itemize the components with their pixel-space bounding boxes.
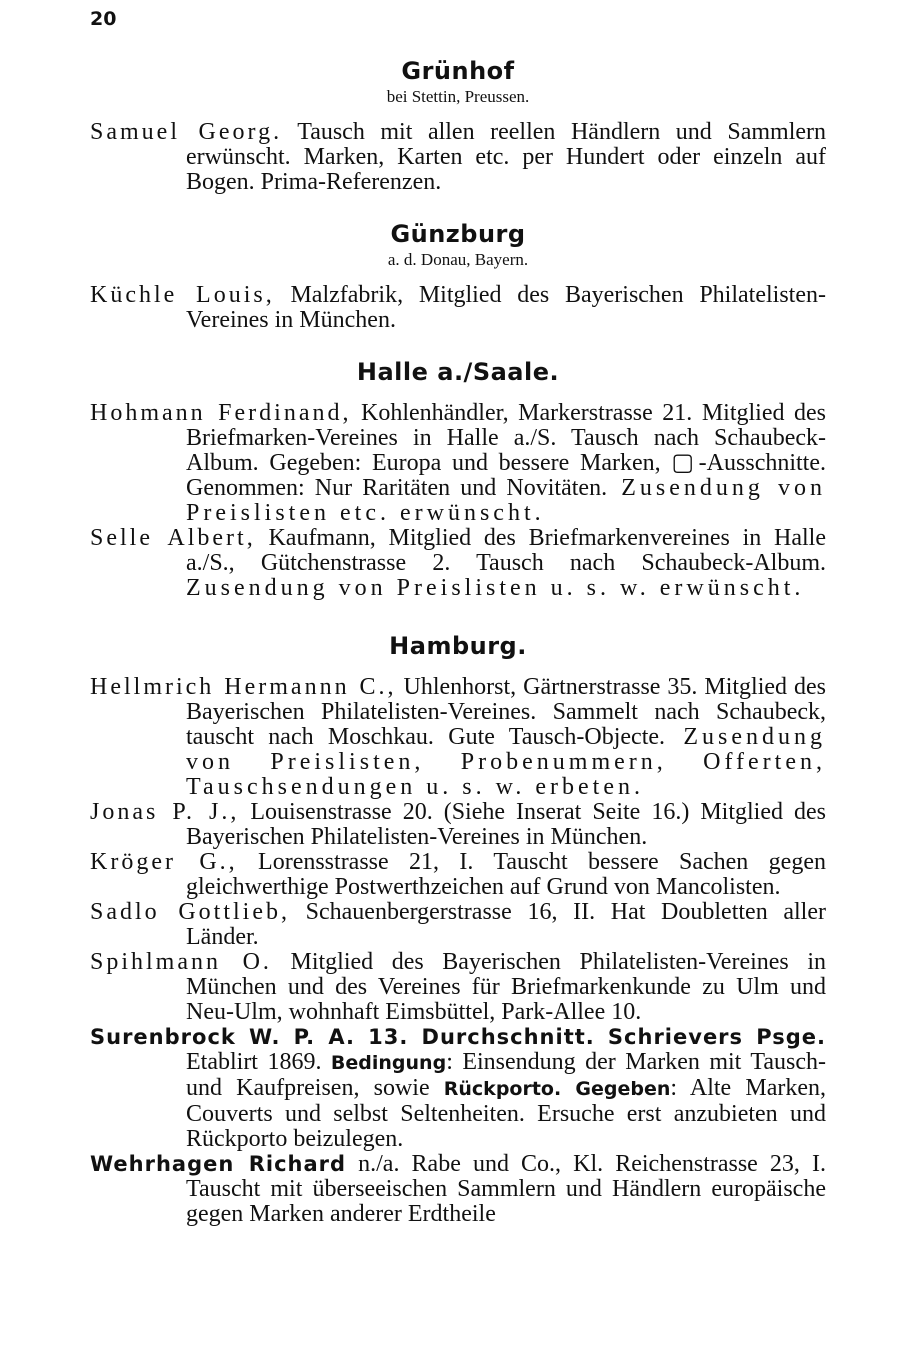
entry-bold-word: Bedingung bbox=[330, 1052, 447, 1074]
city-heading-guenzburg: Günzburg bbox=[390, 220, 526, 248]
city-subheading-guenzburg: a. d. Donau, Bayern. bbox=[387, 250, 529, 269]
directory-entry bbox=[90, 900, 826, 950]
entry-name: Selle Albert, bbox=[90, 525, 256, 551]
entry-spaced-text: Zusendung von Preislisten u. s. w. erwünscht. bbox=[186, 575, 805, 601]
directory-page bbox=[90, 56, 826, 1227]
directory-entry bbox=[90, 950, 826, 1025]
entry-name: Jonas P. J., bbox=[90, 799, 240, 825]
directory-entry bbox=[90, 401, 826, 526]
entry-bold-name: Wehrhagen Richard bbox=[90, 1152, 347, 1176]
entry-bold-name: Surenbrock W. P. A. 13. Durchschnitt. Schrievers Psge. bbox=[90, 1025, 826, 1049]
directory-entry bbox=[90, 120, 826, 195]
entry-text: : Einsendung der Marken mit Tausch- und Kaufpreisen, sowie bbox=[186, 1049, 826, 1101]
directory-entry-advertisement bbox=[90, 1025, 826, 1152]
entry-text: Kohlenhändler, Markerstrasse 21. Mitglied des Briefmarken-Vereines in Halle a./S. Tausch nach Schaubeck-Album. Gegeben: Europa und bessere Marken, ▢-Ausschnitte. Genommen: Nur Raritäten und Novitäten. bbox=[186, 400, 826, 501]
entry-text bbox=[561, 1075, 575, 1101]
entry-name: Spihlmann O. bbox=[90, 949, 272, 975]
entry-text: n./a. Rabe und Co., Kl. Reichenstrasse 23, I. Tauscht mit überseeischen Sammlern und Händlern europäische gegen Marken anderer Erdtheile bbox=[186, 1151, 827, 1227]
entry-name: Hohmann Ferdinand, bbox=[90, 400, 352, 426]
page-number: 20 bbox=[90, 8, 117, 30]
entry-text: Louisenstrasse 20. (Siehe Inserat Seite 16.) Mitglied des Bayerischen Philatelisten-Vereines in München. bbox=[186, 799, 826, 850]
entry-text: Kaufmann, Mitglied des Briefmarkenvereines in Halle a./S., Gütchenstrasse 2. Tausch nach Schaubeck-Album. bbox=[186, 525, 826, 576]
entry-text: Mitglied des Bayerischen Philatelisten-Vereines in München und des Vereines für Briefmarkenkunde zu Ulm und Neu-Ulm, wohnhaft Eimsbüttel, Park-Allee 10. bbox=[186, 949, 827, 1025]
directory-entry bbox=[90, 675, 826, 800]
directory-entry bbox=[90, 526, 826, 601]
directory-entry bbox=[90, 850, 826, 900]
entry-spaced-text: Zusendung von Preislisten, Probenummern, Offerten, Tauschsendungen u. s. w. erbeten. bbox=[186, 724, 827, 800]
entry-text: Malzfabrik, Mitglied des Bayerischen Philatelisten-Vereines in München. bbox=[186, 282, 826, 333]
entry-name: Küchle Louis, bbox=[90, 282, 275, 308]
entry-text: Schauenbergerstrasse 16, II. Hat Doubletten aller Länder. bbox=[186, 899, 826, 950]
entry-name: Kröger G., bbox=[90, 849, 238, 875]
directory-entry-advertisement bbox=[90, 1152, 826, 1227]
city-subheading-gruenhof: bei Stettin, Preussen. bbox=[386, 87, 530, 106]
entry-text: Tausch mit allen reellen Händlern und Sammlern erwünscht. Marken, Karten etc. per Hundert oder einzeln auf Bogen. Prima-Referenzen. bbox=[186, 119, 827, 195]
city-heading-halle: Halle a./Saale. bbox=[356, 358, 560, 386]
directory-entry bbox=[90, 800, 826, 850]
entry-text: Etablirt 1869. bbox=[186, 1049, 331, 1075]
entry-bold-word: Gegeben bbox=[575, 1078, 671, 1100]
entry-name: Hellmrich Hermannn C., bbox=[90, 674, 397, 700]
entry-text: Lorensstrasse 21, I. Tauscht bessere Sachen gegen gleichwerthige Postwerthzeichen auf Grund von Mancolisten. bbox=[186, 849, 826, 900]
entry-text: : Alte Marken, Couverts und selbst Seltenheiten. Ersuche erst anzubieten und Rückporto beizulegen. bbox=[186, 1075, 826, 1152]
entry-text: Uhlenhorst, Gärtnerstrasse 35. Mitglied des Bayerischen Philatelisten-Vereines. Sammelt nach Schaubeck, tauscht nach Moschkau. Gute Tausch-Objecte. bbox=[186, 674, 826, 750]
city-heading-gruenhof: Grünhof bbox=[401, 57, 515, 85]
entry-spaced-text: Zusendung von Preislisten etc. erwünscht. bbox=[186, 475, 826, 526]
entry-name: Samuel Georg. bbox=[90, 119, 283, 145]
directory-entry bbox=[90, 283, 826, 333]
entry-bold-word: Rückporto. bbox=[443, 1078, 562, 1100]
entry-name: Sadlo Gottlieb, bbox=[90, 899, 290, 925]
city-heading-hamburg: Hamburg. bbox=[389, 632, 527, 660]
